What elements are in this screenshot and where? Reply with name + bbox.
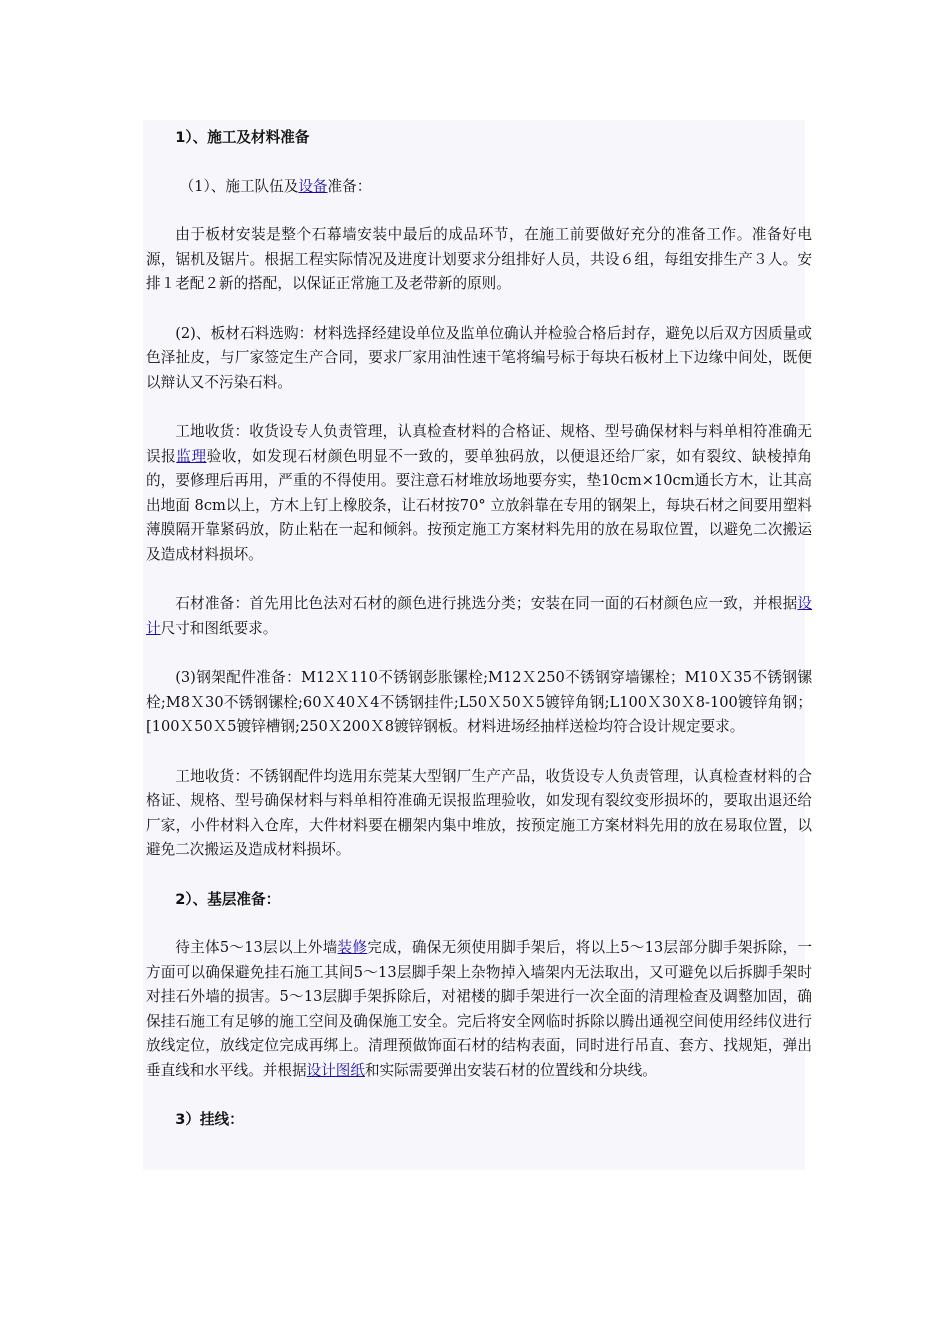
section-heading-2: 2）、基层准备： [175,890,281,908]
paragraph-base-prep: 待主体5～13层以上外墙装修完成，确保无须使用脚手架后，将以上5～13层部分脚手架拆除，一方面可以确保避免挂石施工其间5～13层脚手架上杂物掉入墙架内无法取出，又可避免以后拆脚手架时对挂石外墙的损害。5～13层脚手架拆除后，对裙楼的脚手架进行一次全面的清理检查及调整加固，确保挂石施工有足够的施工空间及确保施工安全。完后将安全网临时拆除以腾出通视空间使用经纬仪进行放线定位，放线定位完成再绑上。清理预做饰面石材的结构表面，同时进行吊直、套方、找规矩，弹出垂直线和水平线。并根据设计图纸和实际需要弹出安装石材的位置线和分块线。 [146,939,812,1079]
paragraph-site-receiving-steel: 工地收货：不锈钢配件均选用东莞某大型钢厂生产产品，收货设专人负责管理，认真检查材料的合格证、规格、型号确保材料与料单相符准确无误报监理验收，如发现有裂纹变形损坏的，要取出退还给厂家，小件材料入仓库，大件材料要在棚架内集中堆放，按预定施工方案材料先用的放在易取位置，以避免二次搬运及造成材料损坏。 [146,767,812,858]
section-heading-3: 3）挂线： [175,1111,244,1128]
section-heading-1: 1）、施工及材料准备 [175,129,310,146]
paragraph-stone-purchase: (2)、板材石料选购：材料选择经建设单位及监单位确认并检验合格后封存，避免以后双方因质量或色泽扯皮，与厂家签定生产合同，要求厂家用油性速干笔将编号标于每块石板材上下边缘中间处，既便以辩认又不污染石料。 [146,324,812,391]
link-supervision[interactable]: 监理 [176,447,207,465]
paragraph-stone-prep: 石材准备：首先用比色法对石材的颜色进行挑选分类；安装在同一面的石材颜色应一致，并根据设计尺寸和图纸要求。 [146,595,812,637]
link-equipment[interactable]: 设备 [298,177,328,195]
paragraph-steel-parts: (3)钢架配件准备：M12Ｘ110不锈钢彭胀镙栓;M12Ｘ250不锈钢穿墙镙栓；M10Ｘ35不锈钢镙栓;M8Ｘ30不锈钢镙栓;60Ｘ40Ｘ4不锈钢挂件;L50Ｘ50Ｘ5镀锌角钢;L100Ｘ30Ｘ8-100镀锌角钢；[100Ｘ50Ｘ5镀锌槽钢;250Ｘ200Ｘ8镀锌钢板。材料进场经抽样送检均符合设计规定要求。 [146,669,812,735]
document-body [146,126,812,1157]
link-design[interactable]: 设计 [146,595,812,637]
subheading-team-equipment: （1）、施工队伍及设备准备： [179,177,372,195]
link-design-drawings[interactable]: 设计图纸 [306,1061,365,1079]
link-decoration[interactable]: 装修 [337,939,368,956]
paragraph-site-receiving: 工地收货：收货设专人负责管理，认真检查材料的合格证、规格、型号确保材料与料单相符准确无误报监理验收，如发现石材颜色明显不一致的，要单独码放，以便退还给厂家，如有裂纹、缺棱掉角的，要修理后再用，严重的不得使用。要注意石材堆放场地要夯实，垫10cm×10cm通长方木，让其高出地面 8cm以上，方木上钉上橡胶条，让石材按70° 立放斜靠在专用的钢架上，每块石材之间要用塑料薄膜隔开靠紧码放，防止粘在一起和倾斜。按预定施工方案材料先用的放在易取位置，以避免二次搬运及造成材料损坏。 [146,423,812,563]
paragraph-prep: 由于板材安装是整个石幕墙安装中最后的成品环节，在施工前要做好充分的准备工作。准备好电源，锯机及锯片。根据工程实际情况及进度计划要求分组排好人员，共设６组，每组安排生产３人。安排１老配２新的搭配，以保证正常施工及老带新的原则。 [146,226,812,292]
